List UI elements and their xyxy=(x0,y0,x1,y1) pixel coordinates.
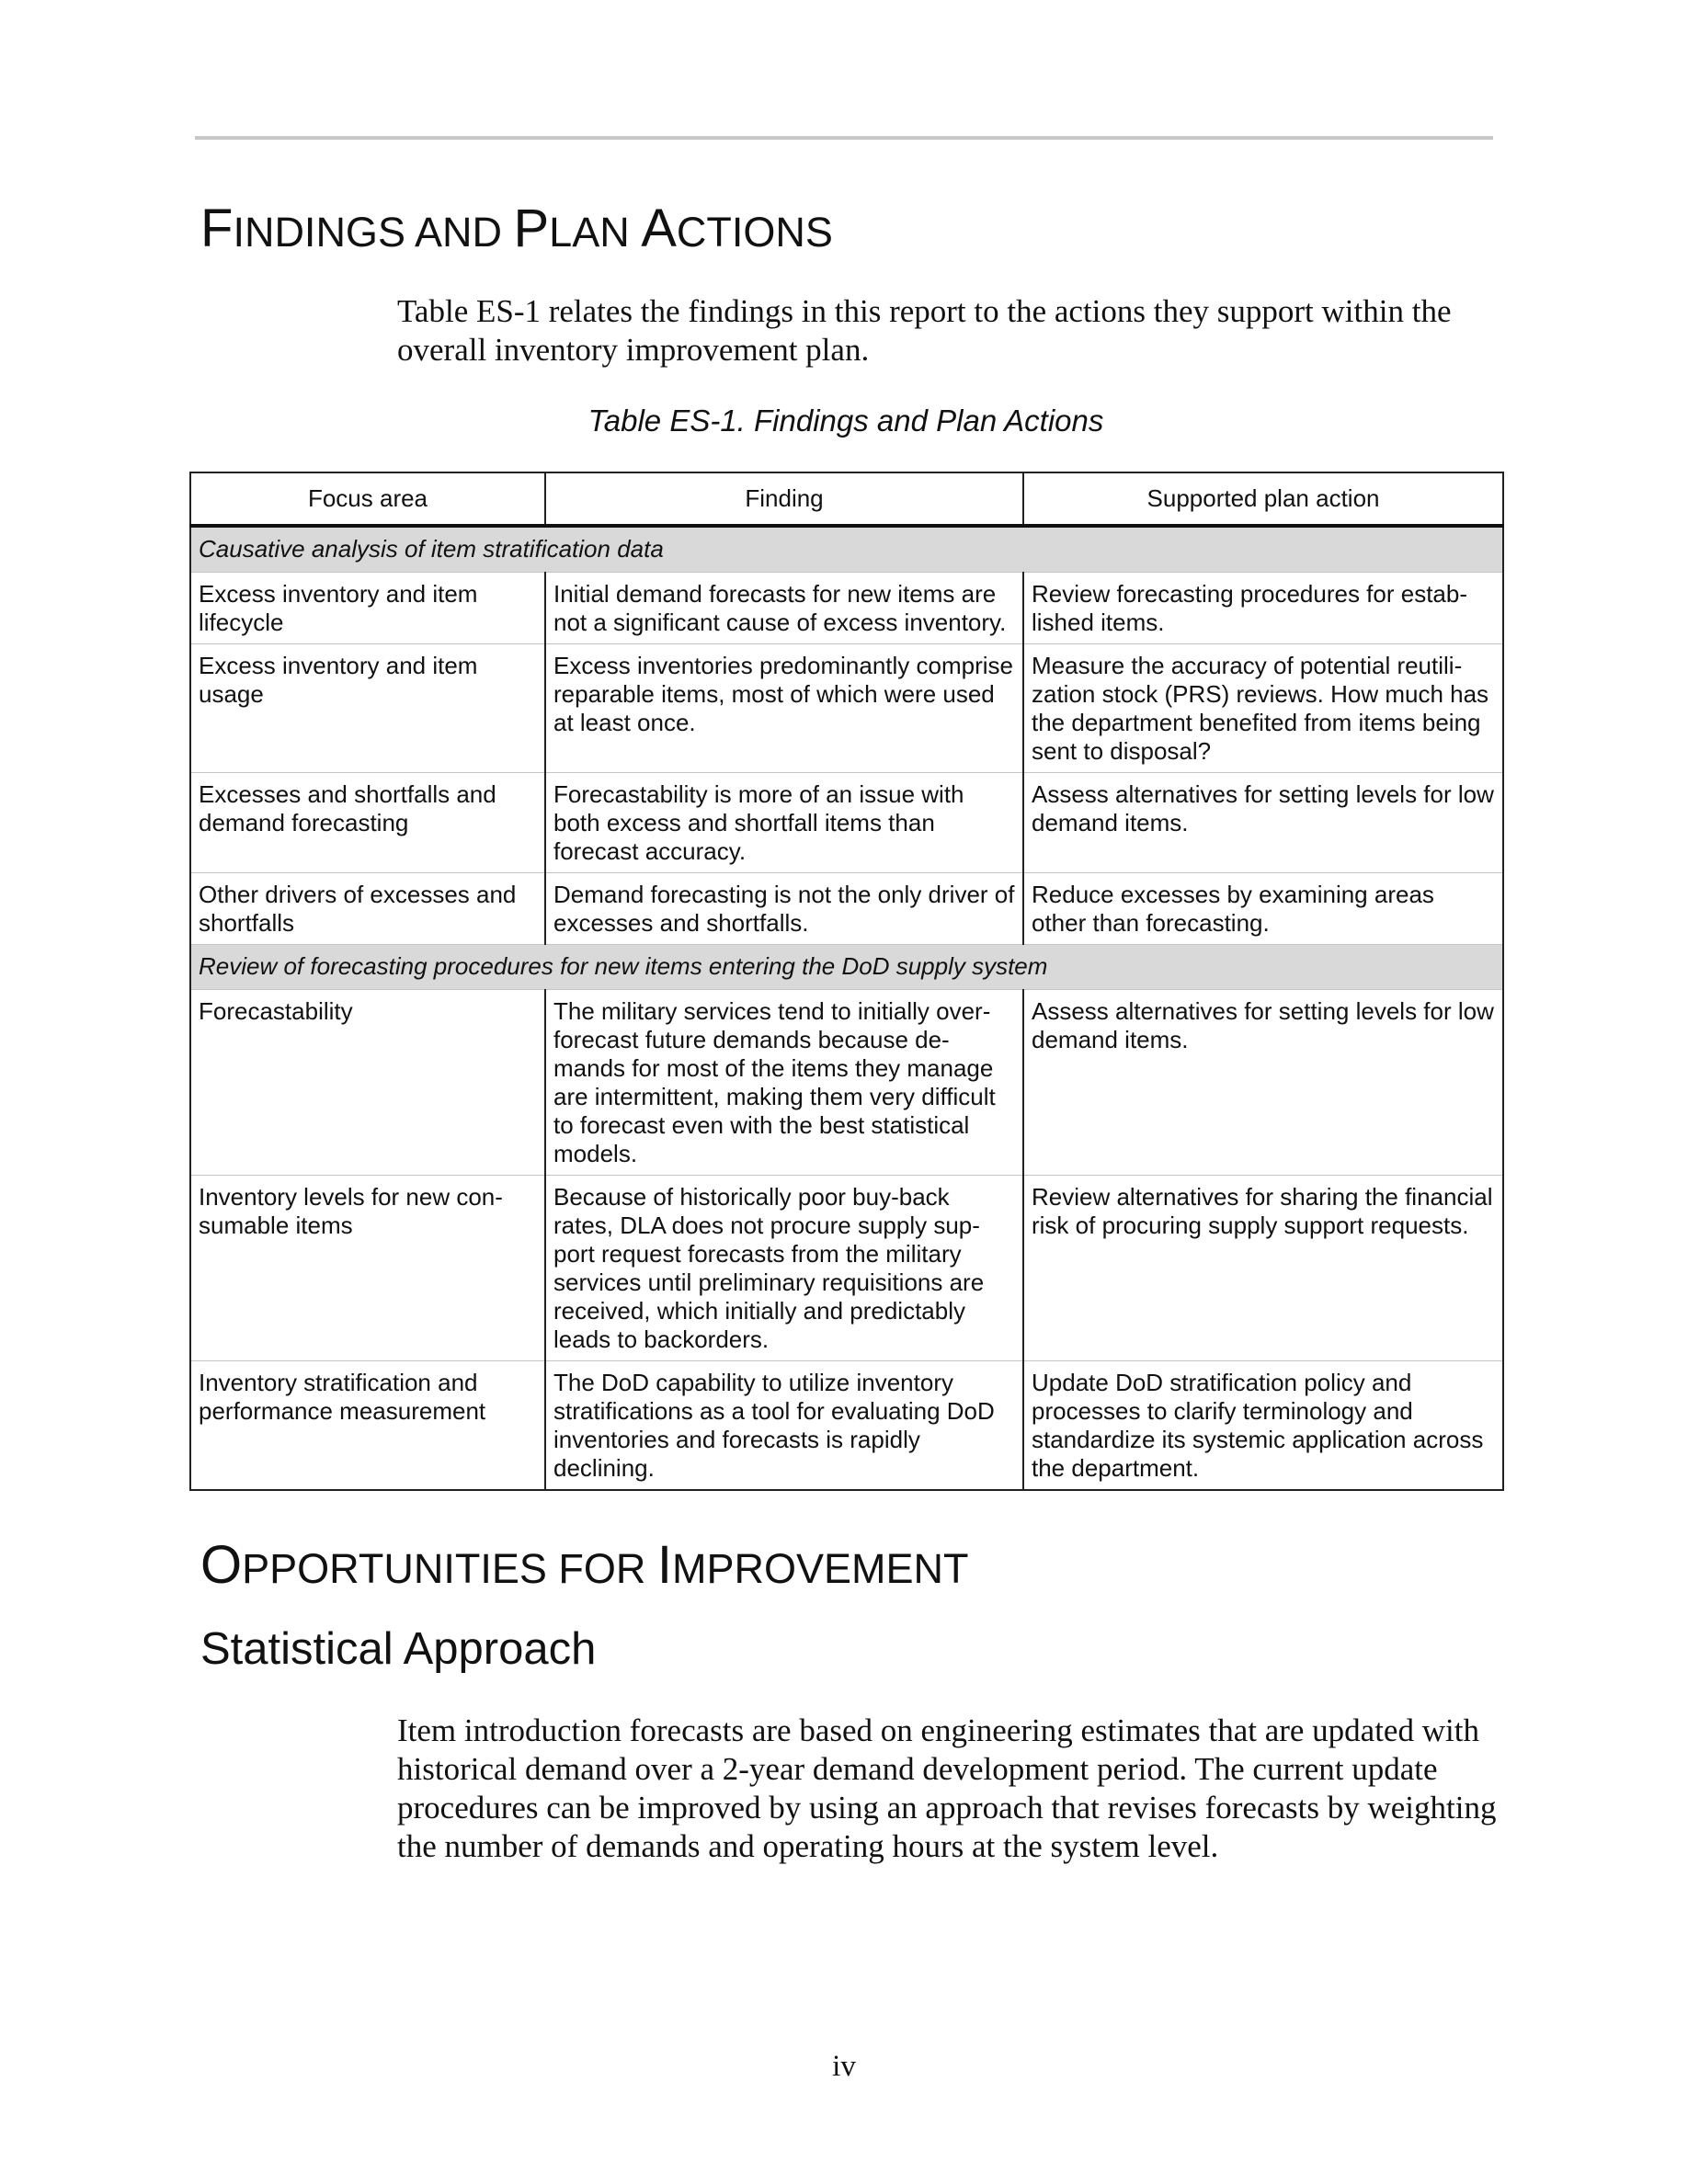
focus-area-cell: Other drivers of excesses and shortfalls xyxy=(190,873,545,945)
table-row xyxy=(190,873,1503,945)
focus-area-cell: Forecastability xyxy=(190,990,545,1176)
finding-cell: Because of historically poor buy-back rates, DLA does not procure supply sup-port request forecasts from the military services until preliminary requisitions are received, which initially and predictably leads to backorders. xyxy=(545,1176,1023,1361)
table-group-row xyxy=(190,526,1503,573)
focus-area-cell: Inventory stratification and performance measurement xyxy=(190,1361,545,1491)
statistical-approach-paragraph: Item introduction forecasts are based on engineering estimates that are updated with historical demand over a 2-year demand development period. The current update procedures can be improved by using an approach that revises forecasts by weighting the number of demands and operating hours at the system level. xyxy=(397,1712,1497,1864)
table-row xyxy=(190,644,1503,773)
table-row xyxy=(190,573,1503,644)
table-row xyxy=(190,1361,1503,1491)
focus-area-cell: Excesses and shortfalls and demand forecasting xyxy=(190,773,545,873)
finding-cell: The military services tend to initially over-forecast future demands because de-mands for most of the items they manage are intermittent, making them very difficult to forecast even with the best statistical models. xyxy=(545,990,1023,1176)
focus-area-cell: Excess inventory and item lifecycle xyxy=(190,573,545,644)
section-heading-opportunities: OPPORTUNITIES FOR IMPROVEMENT xyxy=(200,1535,969,1595)
table-row xyxy=(190,990,1503,1176)
group-title: Review of forecasting procedures for new items entering the DoD supply system xyxy=(190,945,1503,990)
column-header-focus-area: Focus area xyxy=(190,472,545,526)
top-rule xyxy=(195,136,1493,140)
plan-action-cell: Reduce excesses by examining areas other than forecasting. xyxy=(1023,873,1503,945)
plan-action-cell: Review alternatives for sharing the financial risk of procuring supply support requests. xyxy=(1023,1176,1503,1361)
table-caption: Table ES-1. Findings and Plan Actions xyxy=(587,404,1104,438)
plan-action-cell: Review forecasting procedures for estab-lished items. xyxy=(1023,573,1503,644)
focus-area-cell: Excess inventory and item usage xyxy=(190,644,545,773)
table-row xyxy=(190,1176,1503,1361)
plan-action-cell: Measure the accuracy of potential reutili-zation stock (PRS) reviews. How much has the department benefited from items being sent to disposal? xyxy=(1023,644,1503,773)
group-title: Causative analysis of item stratification data xyxy=(190,526,1503,573)
focus-area-cell: Inventory levels for new con-sumable items xyxy=(190,1176,545,1361)
finding-cell: Demand forecasting is not the only driver of excesses and shortfalls. xyxy=(545,873,1023,945)
plan-action-cell: Update DoD stratification policy and processes to clarify terminology and standardize its systemic application across the department. xyxy=(1023,1361,1503,1491)
finding-cell: Forecastability is more of an issue with both excess and shortfall items than forecast accuracy. xyxy=(545,773,1023,873)
table-group-row xyxy=(190,945,1503,990)
table-row xyxy=(190,773,1503,873)
findings-table xyxy=(189,472,1504,1491)
plan-action-cell: Assess alternatives for setting levels for low demand items. xyxy=(1023,990,1503,1176)
finding-cell: The DoD capability to utilize inventory stratifications as a tool for evaluating DoD inventories and forecasts is rapidly declining. xyxy=(545,1361,1023,1491)
subheading-statistical-approach: Statistical Approach xyxy=(200,1624,597,1674)
finding-cell: Initial demand forecasts for new items are not a significant cause of excess inventory. xyxy=(545,573,1023,644)
finding-cell: Excess inventories predominantly comprise reparable items, most of which were used at least once. xyxy=(545,644,1023,773)
column-header-finding: Finding xyxy=(545,472,1023,526)
table-header-row xyxy=(190,472,1503,526)
plan-action-cell: Assess alternatives for setting levels for low demand items. xyxy=(1023,773,1503,873)
column-header-plan-action: Supported plan action xyxy=(1023,472,1503,526)
intro-paragraph: Table ES-1 relates the findings in this report to the actions they support within the overall inventory improvement plan. xyxy=(397,293,1452,368)
section-heading-findings: FINDINGS AND PLAN ACTIONS xyxy=(200,199,833,258)
page-number: iv xyxy=(832,2050,856,2083)
